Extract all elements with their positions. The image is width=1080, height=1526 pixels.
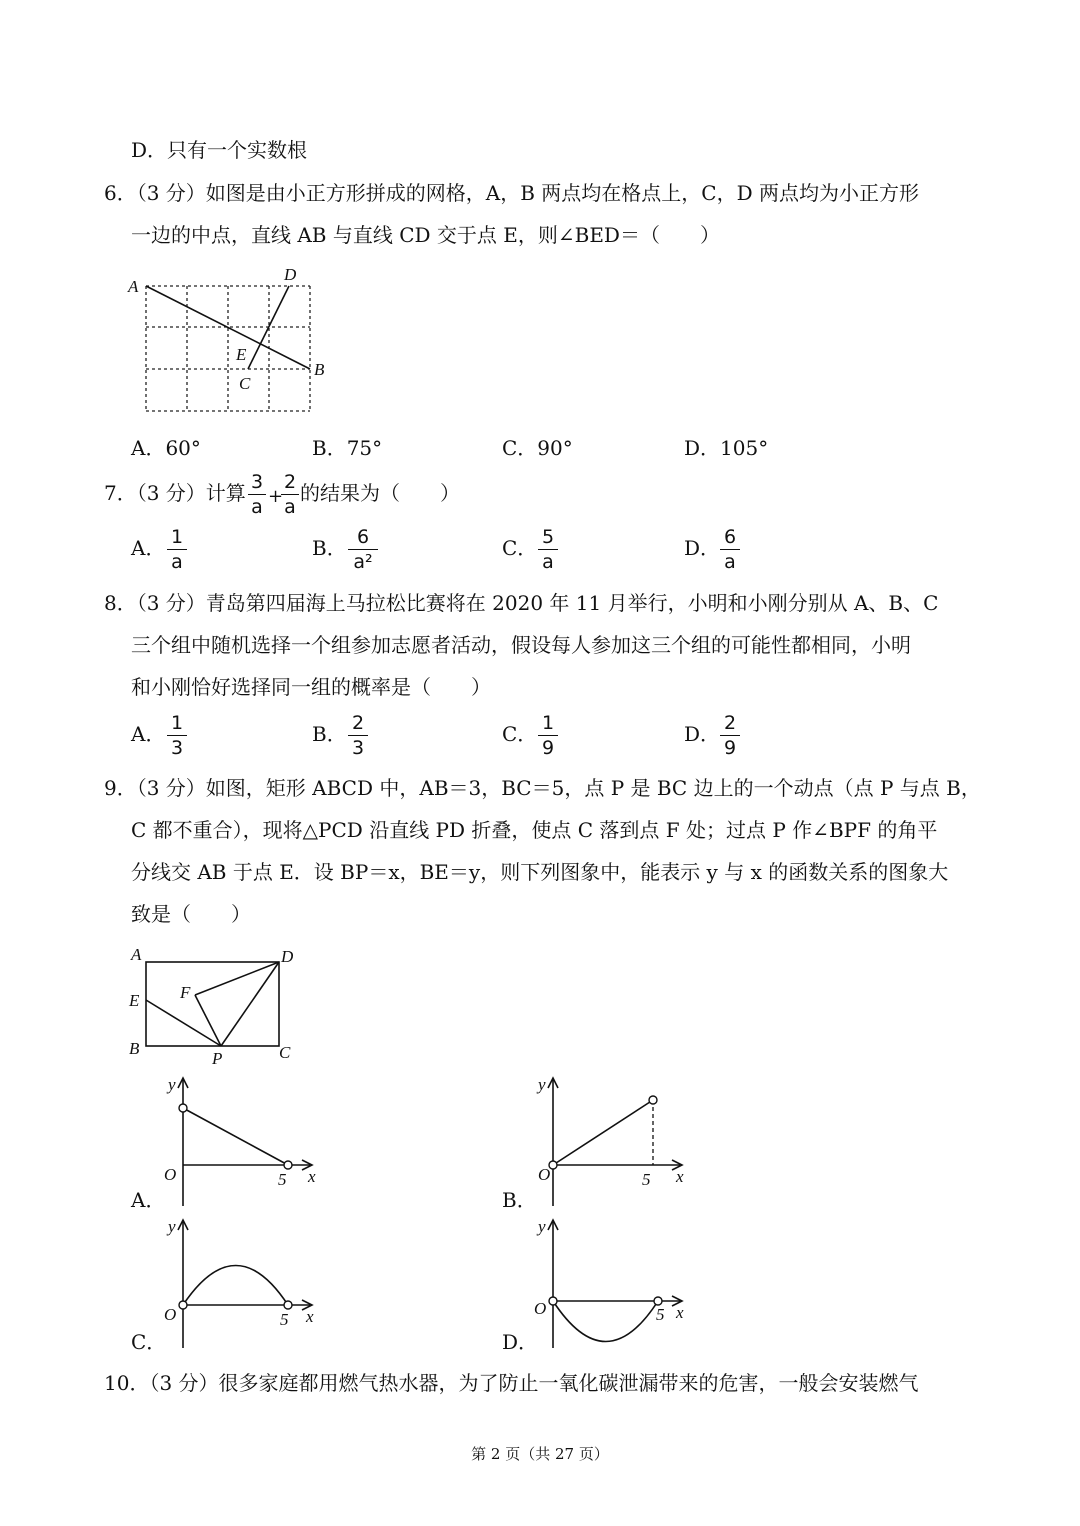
q7-option-a-num: 1 (170, 526, 184, 548)
q9-graph-c-y: y (168, 1217, 176, 1236)
q7-fraction-2 (281, 471, 299, 518)
q7-option-c-fraction (538, 526, 558, 573)
q9-graph-c (150, 1212, 350, 1352)
q9-option-b-letter: B． (502, 1188, 537, 1212)
q10-stem-line1: 10．（3 分）很多家庭都用燃气热水器，为了防止一氧化碳泄漏带来的危害，一般会安装燃气 (104, 1371, 919, 1395)
q9-label-p: P (212, 1049, 223, 1068)
q8-option-d-fraction (720, 712, 740, 759)
q7-option-d-num: 6 (723, 526, 737, 548)
q9-graph-d (520, 1212, 720, 1352)
q9-label-e: E (129, 991, 140, 1010)
q7-f2-den: a (284, 496, 296, 518)
q9-line-fd (195, 962, 279, 995)
q8-option-d-den: 9 (723, 737, 737, 759)
q7-option-c-letter: C． (502, 536, 538, 560)
q7-option-b-den: a² (353, 551, 373, 573)
q8-option-d-num: 2 (723, 712, 737, 734)
q9-graph-a-x: x (308, 1167, 316, 1186)
q7-option-c-den: a (542, 551, 554, 573)
q7-option-d-letter: D． (684, 536, 721, 560)
q9-graph-a-y: y (168, 1075, 176, 1094)
q6-option-b: B．75° (312, 436, 383, 460)
q9-graph-d-x: x (676, 1303, 684, 1322)
q9-graph-c-x: x (306, 1307, 314, 1326)
q6-stem-line1: 6．（3 分）如图是由小正方形拼成的网格，A，B 两点均在格点上，C，D 两点均为小正方形 (104, 181, 919, 205)
q9-graph-b-x: x (676, 1167, 684, 1186)
q9-graph-d-5: 5 (656, 1305, 665, 1324)
q7-option-b-letter: B． (312, 536, 347, 560)
q7-fraction-1 (248, 471, 266, 518)
q8-stem-line2: 三个组中随机选择一个组参加志愿者活动，假设每人参加这三个组的可能性都相同，小明 (131, 633, 911, 657)
q7-suffix: 的结果为（ ） (300, 481, 460, 505)
q9-graph-d-o: O (534, 1299, 547, 1318)
q6-label-e: E (236, 345, 247, 364)
q8-stem-line1: 8．（3 分）青岛第四届海上马拉松比赛将在 2020 年 11 月举行，小明和小刚分别从 A、B、C (104, 591, 939, 615)
q7-f1-num: 3 (250, 471, 264, 493)
q9-rect-abcd (146, 962, 279, 1046)
q6-option-d: D．105° (684, 436, 769, 460)
q9-label-a: A (131, 945, 142, 964)
q9-graph-b-y: y (538, 1075, 546, 1094)
q7-option-a-letter: A． (131, 536, 166, 560)
q9-graph-b-line (553, 1100, 653, 1165)
q7-option-b-num: 6 (356, 526, 370, 548)
q9-graph-c-curve (183, 1266, 288, 1306)
q8-option-a-den: 3 (170, 737, 184, 759)
q7-option-c-num: 5 (541, 526, 555, 548)
q9-graph-b-o: O (538, 1165, 551, 1184)
q9-label-d: D (281, 947, 294, 966)
q8-stem-line3: 和小刚恰好选择同一组的概率是（ ） (131, 675, 491, 699)
q9-stem-line3: 分线交 AB 于点 E．设 BP＝x，BE＝y，则下列图象中，能表示 y 与 x 的函数关系的图象大 (131, 860, 949, 884)
page-footer: 第 2 页（共 27 页） (471, 1445, 609, 1463)
q7-option-d-fraction (720, 526, 740, 573)
q8-option-c-den: 9 (541, 737, 555, 759)
q5-option-d: D．只有一个实数根 (131, 138, 308, 162)
q6-label-b: B (314, 360, 325, 379)
q8-option-b-fraction (348, 712, 368, 759)
q9-label-c: C (279, 1043, 291, 1062)
q7-option-d-den: a (724, 551, 736, 573)
q6-dashed-grid (146, 286, 310, 411)
q9-option-a-letter: A． (131, 1188, 166, 1212)
q6-label-d: D (284, 265, 297, 284)
q9-label-b: B (129, 1039, 140, 1058)
q9-rectangle-figure (125, 940, 305, 1070)
q9-graph-c-o: O (164, 1305, 177, 1324)
q8-option-c-fraction (538, 712, 558, 759)
q9-label-f: F (180, 983, 191, 1002)
q8-option-a-letter: A． (131, 722, 166, 746)
q7-option-b-fraction (348, 526, 378, 573)
q9-stem-line4: 致是（ ） (131, 902, 251, 926)
q6-label-a: A (128, 277, 139, 296)
q8-option-b-letter: B． (312, 722, 347, 746)
q8-option-a-num: 1 (170, 712, 184, 734)
q6-option-a: A．60° (131, 436, 201, 460)
q7-plus: + (268, 486, 284, 507)
q9-graph-a-o: O (164, 1165, 177, 1184)
q9-graph-a-5: 5 (278, 1170, 287, 1189)
q9-option-c-letter: C． (131, 1330, 167, 1354)
q6-option-c: C．90° (502, 436, 573, 460)
q7-option-a-den: a (171, 551, 183, 573)
q9-stem-line2: C 都不重合），现将△PCD 沿直线 PD 折叠，使点 C 落到点 F 处；过点 P 作∠BPF 的角平 (131, 818, 938, 842)
q9-option-d-letter: D． (502, 1330, 539, 1354)
q8-option-d-letter: D． (684, 722, 721, 746)
q9-graph-b (520, 1070, 720, 1210)
q9-graph-b-5: 5 (642, 1170, 651, 1189)
q6-grid-figure (120, 262, 340, 422)
q7-prefix: 7．（3 分）计算 (104, 481, 246, 505)
q8-option-a-fraction (167, 712, 187, 759)
q9-graph-d-y: y (538, 1217, 546, 1236)
q8-option-b-den: 3 (351, 737, 365, 759)
q9-graph-a-line (183, 1108, 288, 1165)
q6-label-c: C (239, 374, 251, 393)
q9-stem-line1: 9．（3 分）如图，矩形 ABCD 中，AB＝3，BC＝5，点 P 是 BC 边上的一个动点（点 P 与点 B， (104, 776, 981, 800)
q7-f1-den: a (251, 496, 263, 518)
q8-option-b-num: 2 (351, 712, 365, 734)
q9-graph-d-curve (553, 1301, 658, 1342)
q8-option-c-num: 1 (541, 712, 555, 734)
q9-line-pd (221, 962, 279, 1046)
q6-stem-line2: 一边的中点，直线 AB 与直线 CD 交于点 E，则∠BED＝（ ） (131, 223, 720, 247)
q9-graph-c-5: 5 (280, 1310, 289, 1329)
q8-option-c-letter: C． (502, 722, 538, 746)
q7-option-a-fraction (167, 526, 187, 573)
q9-graph-a (150, 1070, 350, 1210)
q7-f2-num: 2 (283, 471, 297, 493)
